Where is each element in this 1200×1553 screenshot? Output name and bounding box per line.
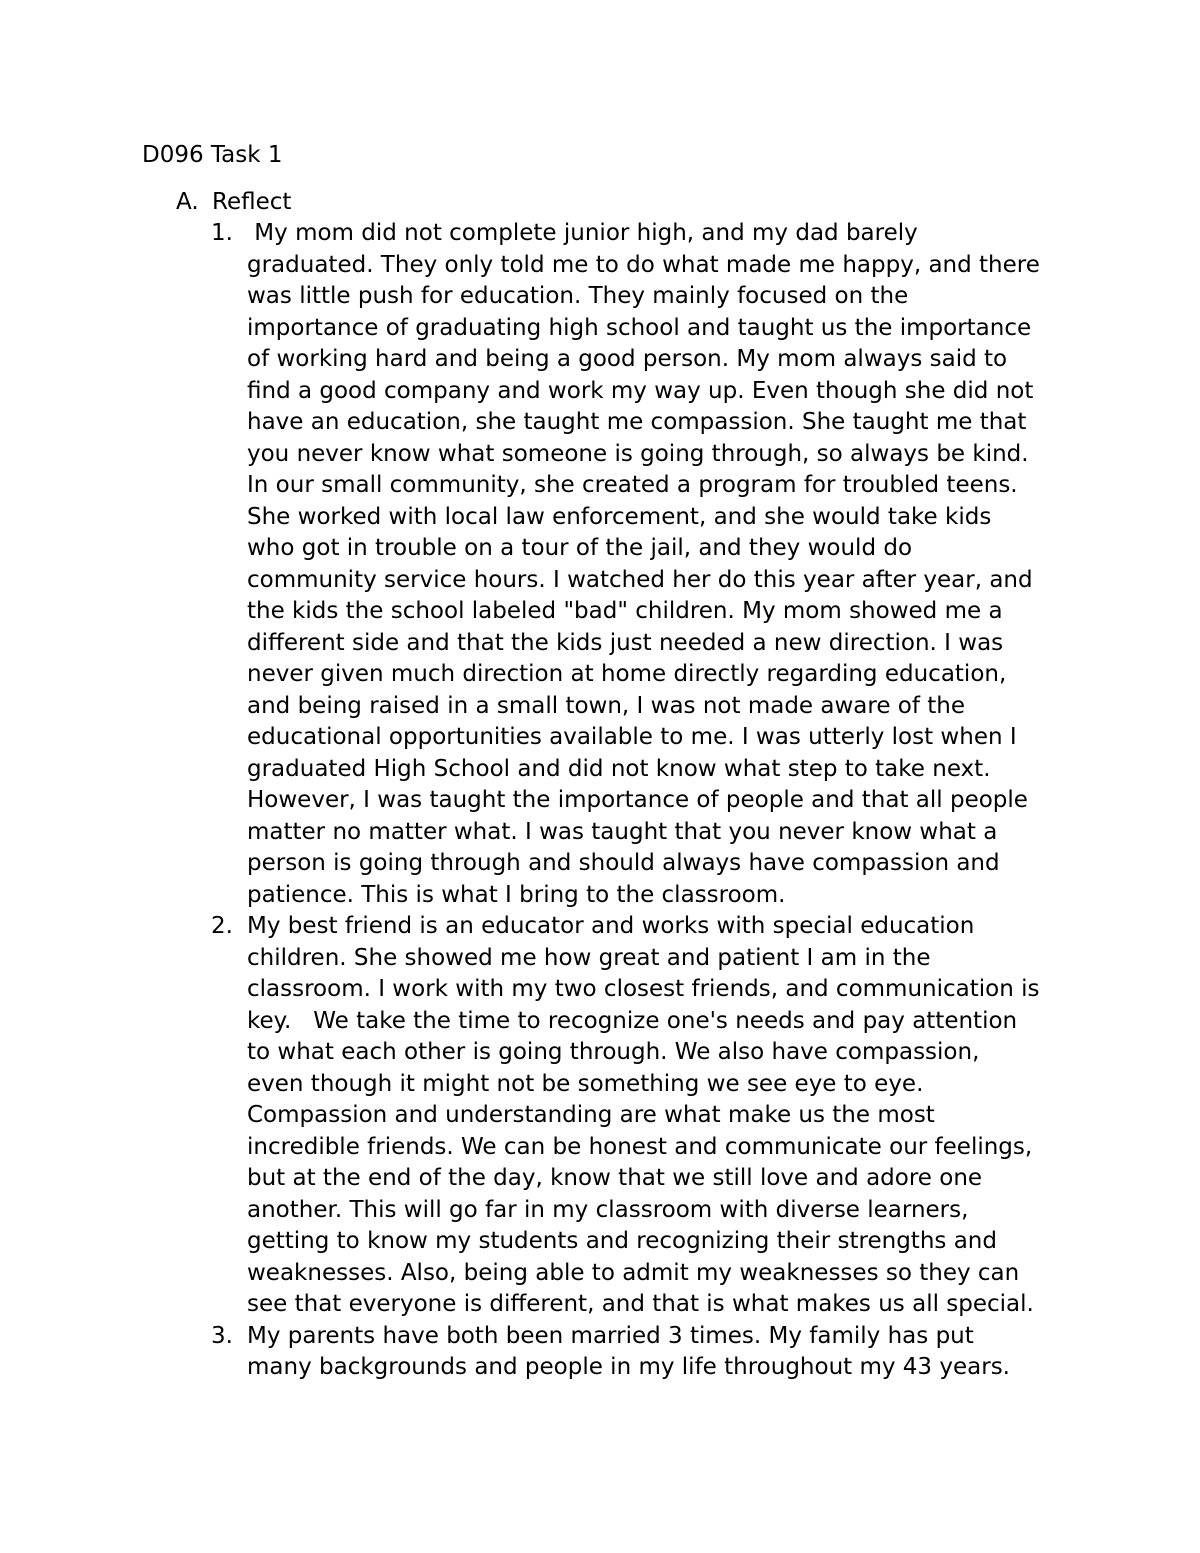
item-1-line: and being raised in a small town, I was not made aware of the	[247, 692, 966, 719]
item-1-line: find a good company and work my way up. Even though she did not	[247, 377, 1034, 404]
item-3-line: My parents have both been married 3 times. My family has put	[247, 1322, 974, 1349]
item-1-line: graduated High School and did not know what step to take next.	[247, 755, 991, 782]
list-item-3	[211, 1321, 1091, 1384]
item-1-line: However, I was taught the importance of people and that all people	[247, 787, 1028, 813]
item-1-line: graduated. They only told me to do what made me happy, and there	[247, 251, 1040, 278]
item-2-line: but at the end of the day, know that we still love and adore one	[247, 1165, 983, 1191]
item-1-line: importance of graduating high school and taught us the importance	[247, 314, 1032, 341]
item-2-line: to what each other is going through. We also have compassion,	[247, 1039, 980, 1065]
item-2-line: another. This will go far in my classroom with diverse learners,	[247, 1196, 969, 1223]
item-1-line: My mom did not complete junior high, and my dad barely	[247, 220, 918, 246]
list-item-number: 3.	[211, 1322, 233, 1349]
list-item-number: 2.	[211, 913, 233, 939]
item-2-line: getting to know my students and recognizing their strengths and	[247, 1228, 997, 1254]
item-2-line: classroom. I work with my two closest friends, and communication is	[247, 976, 1040, 1002]
item-1-line: have an education, she taught me compassion. She taught me that	[247, 409, 1027, 435]
item-2-line: even though it might not be something we see eye to eye.	[247, 1070, 924, 1097]
item-1-line: never given much direction at home directly regarding education,	[247, 661, 1007, 687]
list-item-number: 1.	[211, 220, 233, 246]
item-1-line: you never know what someone is going through, so always be kind.	[247, 440, 1029, 467]
item-1-line: She worked with local law enforcement, and she would take kids	[247, 503, 992, 530]
item-3-line: many backgrounds and people in my life throughout my 43 years.	[247, 1354, 1010, 1380]
item-1-line: who got in trouble on a tour of the jail, and they would do	[247, 535, 913, 561]
item-1-line: educational opportunities available to me. I was utterly lost when I	[247, 724, 1017, 750]
item-1-line: the kids the school labeled "bad" children. My mom showed me a	[247, 598, 1003, 624]
item-1-line: person is going through and should always have compassion and	[247, 850, 1000, 876]
section-reflect	[176, 187, 1076, 219]
item-2-line: weaknesses. Also, being able to admit my weaknesses so they can	[247, 1259, 1020, 1286]
list-item-2	[211, 911, 1091, 1321]
reflection-list	[211, 218, 1091, 1384]
section-heading	[176, 187, 1076, 219]
item-2-line: see that everyone is different, and that is what makes us all special.	[247, 1291, 1034, 1317]
section-marker: A.	[176, 189, 199, 215]
item-1-line: patience. This is what I bring to the classroom.	[247, 881, 786, 908]
item-2-line: incredible friends. We can be honest and communicate our feelings,	[247, 1133, 1033, 1160]
item-1-line: was little push for education. They mainly focused on the	[247, 283, 909, 309]
item-1-line: different side and that the kids just needed a new direction. I was	[247, 629, 1004, 656]
section-heading-text: Reflect	[212, 189, 292, 215]
item-2-line: key. We take the time to recognize one's needs and pay attention	[247, 1007, 1018, 1034]
item-2-line: Compassion and understanding are what make us the most	[247, 1102, 935, 1128]
item-1-line: community service hours. I watched her do this year after year, and	[247, 566, 1033, 593]
item-1-line: of working hard and being a good person. My mom always said to	[247, 346, 1008, 372]
item-1-line: In our small community, she created a program for troubled teens.	[247, 472, 1018, 498]
list-item-1	[211, 218, 1091, 911]
item-1-line: matter no matter what. I was taught that you never know what a	[247, 818, 998, 845]
item-2-line: My best friend is an educator and works with special education	[247, 913, 975, 939]
item-2-line: children. She showed me how great and patient I am in the	[247, 944, 931, 971]
document-title: D096 Task 1	[142, 142, 283, 168]
